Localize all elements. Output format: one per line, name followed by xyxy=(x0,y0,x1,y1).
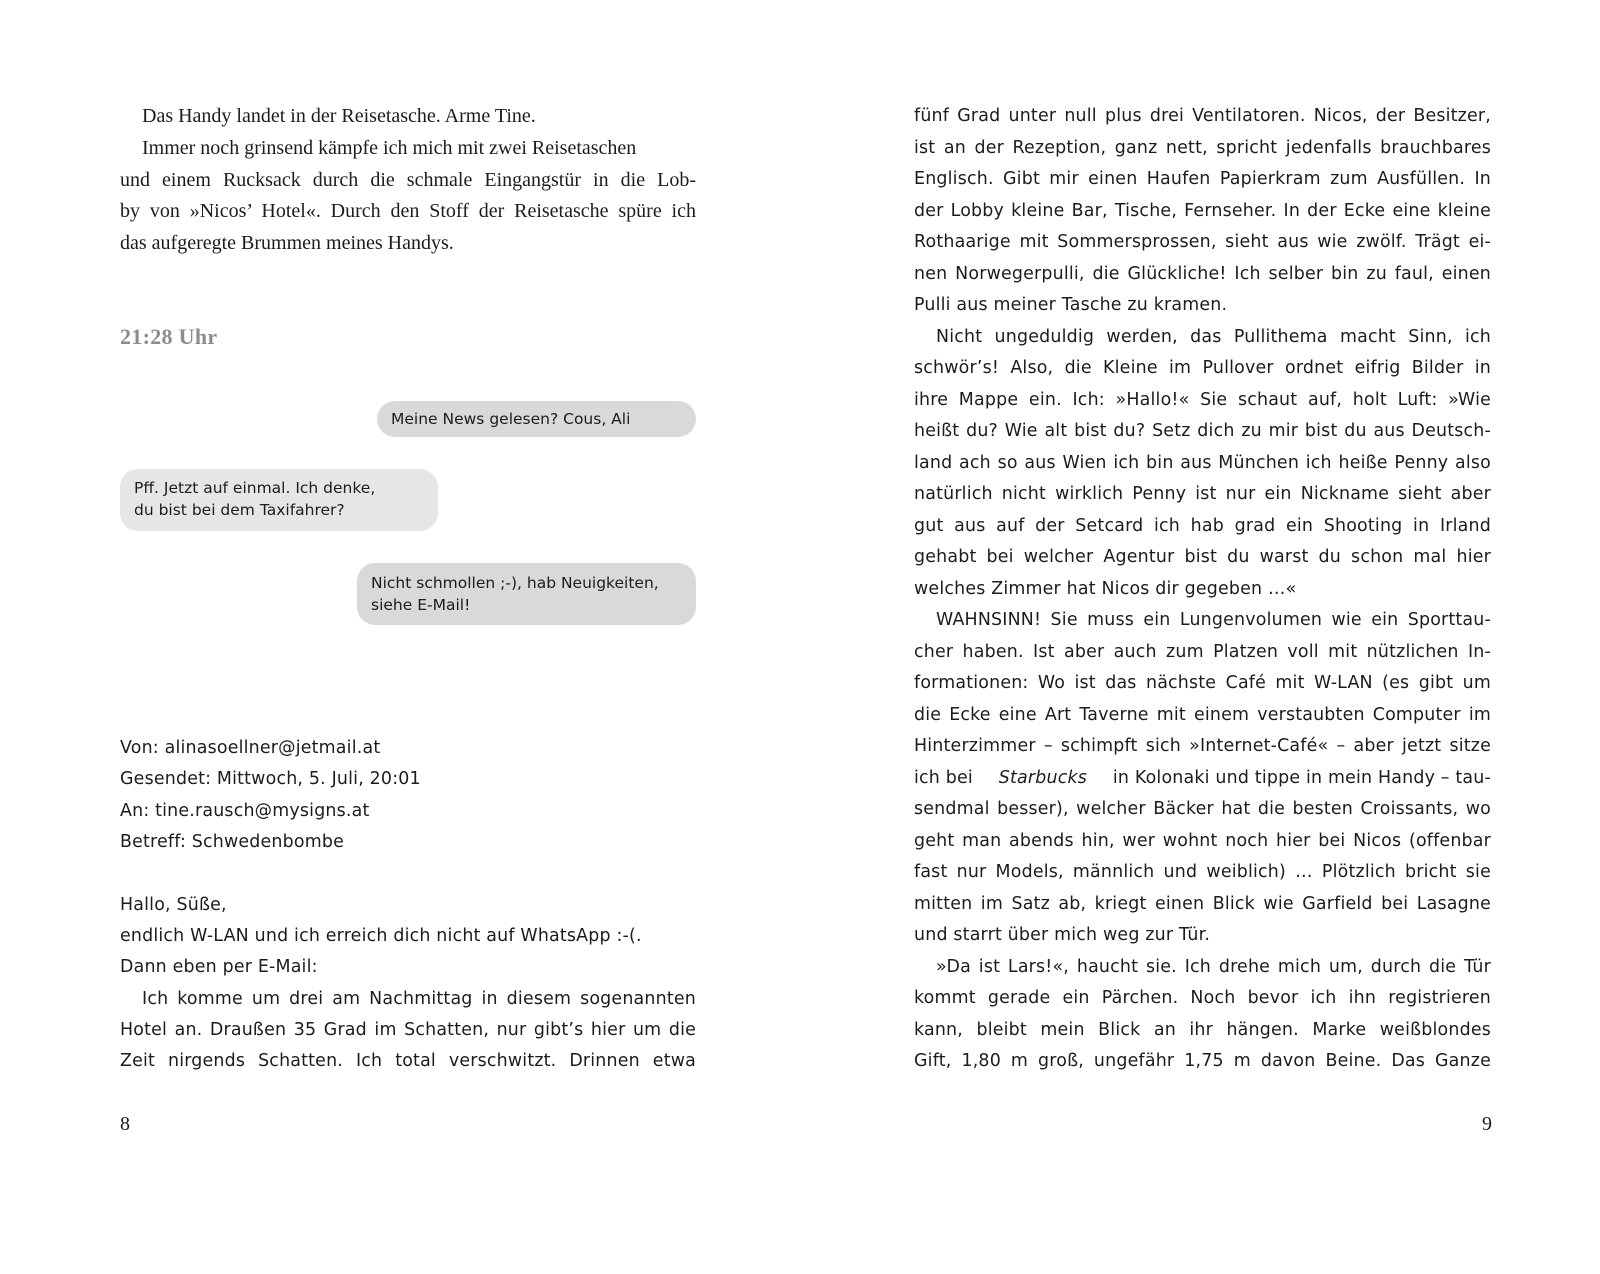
text-line: Pulli aus meiner Tasche zu kramen. xyxy=(914,295,1228,315)
text-line: cher haben. Ist aber auch zum Platzen voll mit nützlichen In- xyxy=(914,642,1491,662)
intro-line: das aufgeregte Brummen meines Handys. xyxy=(120,232,454,254)
message-bubble-outgoing xyxy=(357,563,696,625)
email-body-line: Dann eben per E-Mail: xyxy=(120,957,318,977)
message-bubble-incoming xyxy=(120,469,438,531)
text-line: Rothaarige mit Sommersprossen, sieht aus wie zwölf. Trägt ei- xyxy=(914,232,1491,252)
email-body-line: Hallo, Süße, xyxy=(120,895,227,915)
text-line: ist an der Rezeption, ganz nett, spricht jedenfalls brauchbares xyxy=(914,138,1491,158)
text-line: der Lobby kleine Bar, Tische, Fernseher. In der Ecke eine kleine xyxy=(914,201,1491,221)
text-line: die Ecke eine Art Taverne mit einem verstaubten Computer im xyxy=(914,705,1491,725)
text-line: WAHNSINN! Sie muss ein Lungenvolumen wie ein Sporttau- xyxy=(936,610,1491,630)
text-line: welches Zimmer hat Nicos dir gegeben …« xyxy=(914,579,1297,599)
text-line: Hinterzimmer – schimpft sich »Internet-Café« – aber jetzt sitze xyxy=(914,736,1491,756)
text-line: fast nur Models, männlich und weiblich) … Plötzlich bricht sie xyxy=(914,862,1491,882)
text-line: Nicht ungeduldig werden, das Pullithema macht Sinn, ich xyxy=(936,327,1491,347)
message-text: du bist bei dem Taxifahrer? xyxy=(134,501,345,519)
text-line: nen Norwegerpulli, die Glückliche! Ich selber bin zu faul, einen xyxy=(914,264,1491,284)
text-line: heißt du? Wie alt bist du? Setz dich zu mir bist du aus Deutsch- xyxy=(914,421,1491,441)
text-line: fünf Grad unter null plus drei Ventilatoren. Nicos, der Besitzer, xyxy=(914,106,1491,126)
text-fragment: in Kolonaki und tippe in mein Handy – tau- xyxy=(1112,768,1491,788)
text-line: ihre Mappe ein. Ich: »Hallo!« Sie schaut auf, holt Luft: »Wie xyxy=(914,390,1491,410)
email-body-line: Zeit nirgends Schatten. Ich total verschwitzt. Drinnen etwa xyxy=(120,1051,696,1071)
right-page xyxy=(800,0,1600,1274)
email-sent: Gesendet: Mittwoch, 5. Juli, 20:01 xyxy=(120,769,421,789)
intro-line: Immer noch grinsend kämpfe ich mich mit zwei Reisetaschen xyxy=(142,137,637,159)
text-line: land ach so aus Wien ich bin aus München ich heiße Penny also xyxy=(914,453,1491,473)
email-body-line: endlich W-LAN und ich erreich dich nicht auf WhatsApp :-(. xyxy=(120,926,642,946)
text-line: Englisch. Gibt mir einen Haufen Papierkram zum Ausfüllen. In xyxy=(914,169,1491,189)
text-line: und starrt über mich weg zur Tür. xyxy=(914,925,1211,945)
text-line: kommt gerade ein Pärchen. Noch bevor ich ihn registrieren xyxy=(914,988,1491,1008)
email-body-line: Hotel an. Draußen 35 Grad im Schatten, nur gibt’s hier um die xyxy=(120,1020,696,1040)
email-from: Von: alinasoellner@jetmail.at xyxy=(120,738,381,758)
text-fragment: ich bei xyxy=(914,768,973,788)
intro-line: by von »Nicos’ Hotel«. Durch den Stoff der Reisetasche spüre ich xyxy=(120,200,696,222)
email-subject: Betreff: Schwedenbombe xyxy=(120,832,344,852)
intro-line: Das Handy landet in der Reisetasche. Arme Tine. xyxy=(142,105,536,127)
email-to: An: tine.rausch@mysigns.at xyxy=(120,801,370,821)
text-line xyxy=(914,766,1491,790)
text-line: natürlich nicht wirklich Penny ist nur ein Nickname sieht aber xyxy=(914,484,1491,504)
email-body-line: Ich komme um drei am Nachmittag in diesem sogenannten xyxy=(142,989,696,1009)
text-line: kann, bleibt mein Blick an ihr hängen. Marke weißblondes xyxy=(914,1020,1491,1040)
message-text: Pff. Jetzt auf einmal. Ich denke, xyxy=(134,479,376,497)
text-line: schwör’s! Also, die Kleine im Pullover ordnet eifrig Bilder in xyxy=(914,358,1491,378)
text-line: »Da ist Lars!«, haucht sie. Ich drehe mich um, durch die Tür xyxy=(936,957,1491,977)
text-line: gehabt bei welcher Agentur bist du warst du schon mal hier xyxy=(914,547,1491,567)
text-line: mitten im Satz ab, kriegt einen Blick wie Garfield bei Lasagne xyxy=(914,894,1491,914)
text-line: geht man abends hin, wer wohnt noch hier bei Nicos (offenbar xyxy=(914,831,1491,851)
message-text: siehe E-Mail! xyxy=(371,596,471,614)
text-line: Gift, 1,80 m groß, ungefähr 1,75 m davon Beine. Das Ganze xyxy=(914,1051,1491,1071)
message-text: Nicht schmollen ;-), hab Neuigkeiten, xyxy=(371,574,659,592)
message-text: Meine News gelesen? Cous, Ali xyxy=(391,410,631,428)
page-number-left: 8 xyxy=(120,1113,130,1135)
page-number-right: 9 xyxy=(1482,1113,1492,1135)
text-line: sendmal besser), welcher Bäcker hat die besten Croissants, wo xyxy=(914,799,1491,819)
text-line: formationen: Wo ist das nächste Café mit W-LAN (es gibt um xyxy=(914,673,1491,693)
intro-line: und einem Rucksack durch die schmale Eingangstür in die Lob- xyxy=(120,169,696,191)
chat-time-heading: 21:28 Uhr xyxy=(120,324,218,349)
text-line: gut aus auf der Setcard ich hab grad ein Shooting in Irland xyxy=(914,516,1491,536)
text-fragment-italic: Starbucks xyxy=(998,768,1087,788)
message-bubble-outgoing xyxy=(377,401,696,437)
